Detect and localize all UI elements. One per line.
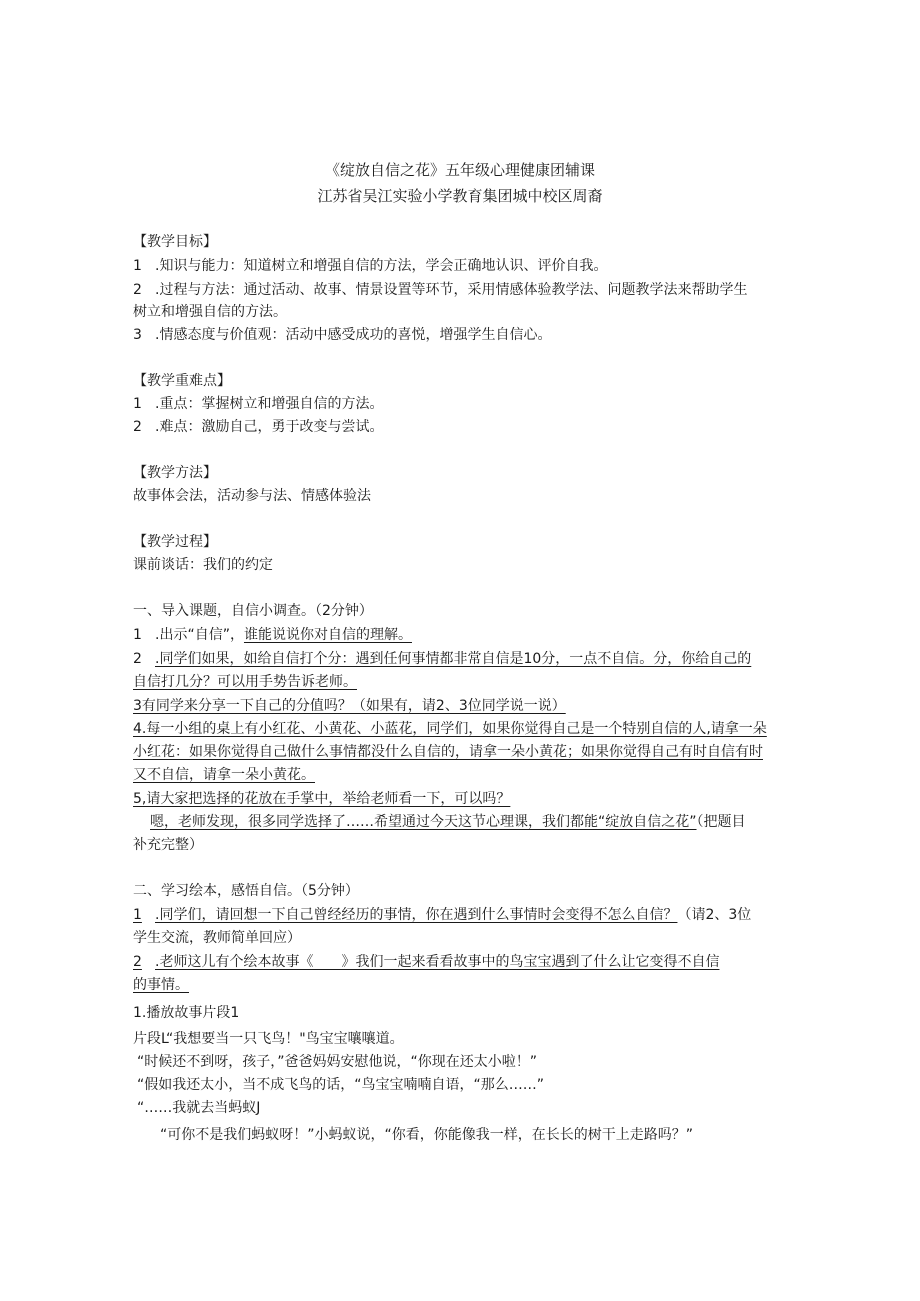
section1-line-1-text: .出示“自信”， bbox=[155, 627, 244, 643]
methods-text: 故事体会法，活动参与法、情感体验法 bbox=[133, 488, 371, 504]
section2-line-1 bbox=[133, 905, 793, 925]
goal-item-1-number: 1 bbox=[133, 258, 142, 274]
keypoint-item-2 bbox=[133, 417, 793, 437]
section2-line-2-text: .老师这儿有个绘本故事《 》我们一起来看看故事中的鸟宝宝遇到了什么让它变得不自信 bbox=[155, 954, 720, 970]
section1-line-6-continued: 补充完整） bbox=[133, 837, 203, 853]
section1-line-6 bbox=[150, 812, 810, 832]
section2-line-1-tail: （请2、3位 bbox=[677, 907, 752, 923]
section2-line-2-number: 2 bbox=[133, 954, 142, 970]
section1-line-2 bbox=[133, 649, 793, 669]
section1-line-1-number: 1 bbox=[133, 627, 142, 643]
document-author: 江苏省吴江实验小学教育集团城中校区周裔 bbox=[317, 187, 603, 205]
keypoint-item-2-number: 2 bbox=[133, 419, 142, 435]
story-line: “可你不是我们蚂蚁呀！”小蚂蚁说，“你看，你能像我一样，在长长的树干上走路吗？” bbox=[160, 1127, 694, 1143]
section2-line-2-continued: 的事情。 bbox=[133, 977, 189, 993]
goals-heading: 【教学目标】 bbox=[133, 234, 217, 250]
section1-line-6-underlined: 嗯，老师发现，很多同学选择了……希望通过今天这节心理课，我们都能“绽放自信之花” bbox=[150, 814, 697, 830]
section1-line-5: 5,请大家把选择的花放在手掌中，举给老师看一下，可以吗？ bbox=[133, 791, 511, 807]
section2-play: 1.播放故事片段1 bbox=[133, 1005, 240, 1021]
section2-line-2 bbox=[133, 952, 793, 972]
section1-line-1 bbox=[133, 625, 793, 645]
story-line: “……我就去当蚂蚁J bbox=[137, 1100, 261, 1116]
goal-item-2-number: 2 bbox=[133, 282, 142, 298]
goal-item-3-text: .情感态度与价值观：活动中感受成功的喜悦，增强学生自信心。 bbox=[155, 327, 552, 343]
section1-line-4-continued-2: 又不自信，请拿一朵小黄花。 bbox=[133, 767, 315, 783]
story-line: 片段L“我想要当一只飞鸟！"鸟宝宝嚷嚷道。 bbox=[133, 1031, 404, 1047]
process-heading: 【教学过程】 bbox=[133, 534, 217, 550]
section1-title: 一、导入课题，自信小调查。（2分钟） bbox=[133, 603, 373, 619]
section1-line-2-continued: 自信打几分？可以用手势告诉老师。 bbox=[133, 674, 357, 690]
goal-item-3-number: 3 bbox=[133, 327, 142, 343]
story-line: “假如我还太小，当不成飞鸟的话，“鸟宝宝喃喃自语，“那么……” bbox=[137, 1077, 545, 1093]
section2-title: 二、学习绘本，感悟自信。（5分钟） bbox=[133, 883, 359, 899]
section1-line-4: 4.每一小组的桌上有小红花、小黄花、小蓝花，同学们，如果你觉得自己是一个特别自信的人,请拿一朵 bbox=[133, 721, 767, 737]
methods-heading: 【教学方法】 bbox=[133, 465, 217, 481]
goal-item-2-text: .过程与方法：通过活动、故事、情景设置等环节，采用情感体验教学法、问题教学法来帮助学生 bbox=[155, 282, 748, 298]
goal-item-3 bbox=[133, 325, 793, 345]
keypoints-heading: 【教学重难点】 bbox=[133, 373, 231, 389]
document-title: 《绽放自信之花》五年级心理健康团辅课 bbox=[324, 161, 595, 179]
keypoint-item-1-number: 1 bbox=[133, 396, 142, 412]
section1-line-2-text: .同学们如果，如给自信打个分：遇到任何事情都非常自信是10分，一点不自信。分，你给自己的 bbox=[155, 651, 752, 667]
goal-item-2-continued: 树立和增强自信的方法。 bbox=[133, 304, 287, 320]
section1-line-1-underlined: 谁能说说你对自信的理解。 bbox=[243, 627, 412, 643]
section1-line-3: 3有同学来分享一下自己的分值吗？（如果有，请2、3位同学说一说） bbox=[133, 698, 566, 714]
section1-line-6-tail: （把题目 bbox=[696, 814, 746, 830]
keypoint-item-1-text: .重点：掌握树立和增强自信的方法。 bbox=[155, 396, 384, 412]
section2-line-1-number: 1 bbox=[133, 907, 142, 923]
goal-item-2 bbox=[133, 280, 793, 300]
section2-line-1-underlined: .同学们，请回想一下自己曾经经历的事情，你在遇到什么事情时会变得不怎么自信？ bbox=[155, 907, 678, 923]
keypoint-item-2-text: .难点：激励自己，勇于改变与尝试。 bbox=[155, 419, 384, 435]
story-line: “时候还不到呀，孩子，”爸爸妈妈安慰他说，“你现在还太小啦！” bbox=[137, 1054, 538, 1070]
section2-line-1-continued: 学生交流，教师简单回应） bbox=[133, 930, 301, 946]
section1-line-4-continued-1: 小红花：如果你觉得自己做什么事情都没什么自信的，请拿一朵小黄花；如果你觉得自己有时自信有时 bbox=[133, 744, 763, 760]
goal-item-1 bbox=[133, 256, 793, 276]
goal-item-1-text: .知识与能力：知道树立和增强自信的方法，学会正确地认识、评价自我。 bbox=[155, 258, 608, 274]
section1-line-2-number: 2 bbox=[133, 651, 142, 667]
keypoint-item-1 bbox=[133, 394, 793, 414]
process-intro: 课前谈话：我们的约定 bbox=[133, 557, 273, 573]
